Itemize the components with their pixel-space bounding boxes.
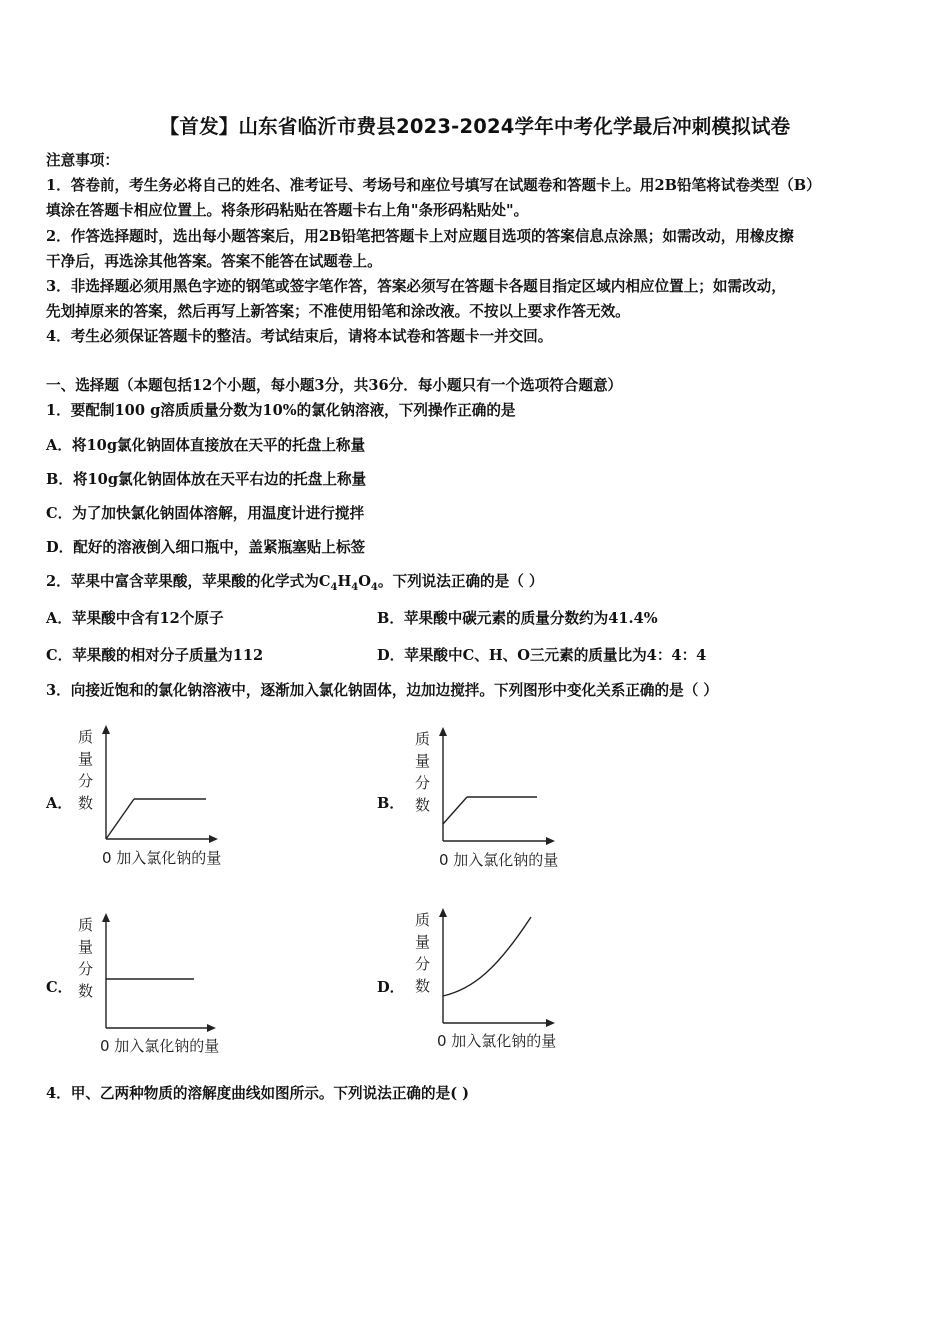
x-axis-arrow-icon bbox=[209, 835, 218, 843]
y-label-char: 分 bbox=[415, 774, 431, 792]
y-label-char: 数 bbox=[415, 977, 431, 995]
y-label-char: 量 bbox=[415, 933, 431, 951]
question-1-stem: 1．要配制100 g溶质质量分数为10%的氯化钠溶液，下列操作正确的是 bbox=[46, 402, 516, 419]
graph-d-curve bbox=[443, 917, 531, 996]
y-label-char: 数 bbox=[78, 794, 94, 812]
page-title: 【首发】山东省临沂市费县2023-2024学年中考化学最后冲刺模拟试卷 bbox=[159, 115, 791, 138]
q2-option-c: C．苹果酸的相对分子质量为112 bbox=[46, 647, 264, 664]
x-axis-arrow-icon bbox=[546, 1019, 555, 1027]
notice-line: 填涂在答题卡相应位置上。将条形码粘贴在答题卡右上角"条形码粘贴处"。 bbox=[46, 202, 529, 219]
y-label-char: 数 bbox=[415, 796, 431, 814]
graph-b bbox=[409, 724, 589, 874]
notice-line: 先划掉原来的答案，然后再写上新答案；不准使用铅笔和涂改液。不按以上要求作答无效。 bbox=[46, 303, 630, 320]
graph-a-letter: A． bbox=[46, 795, 72, 812]
y-label-char: 数 bbox=[78, 982, 94, 1000]
question-3-stem: 3．向接近饱和的氯化钠溶液中，逐渐加入氯化钠固体，边加边搅拌。下列图形中变化关系正确的是（ ） bbox=[46, 682, 718, 699]
y-label-char: 分 bbox=[78, 772, 94, 790]
notice-line: 2．作答选择题时，选出每小题答案后，用2B铅笔把答题卡上对应题目选项的答案信息点涂黑；如需改动，用橡皮擦 bbox=[46, 228, 794, 245]
graph-c-letter: C． bbox=[46, 979, 73, 996]
graph-b-rise-line bbox=[443, 797, 467, 824]
section-heading: 一、选择题（本题包括12个小题，每小题3分，共36分．每小题只有一个选项符合题意） bbox=[46, 377, 623, 394]
x-axis-label: 0 加入氯化钠的量 bbox=[102, 849, 222, 867]
notice-line: 4．考生必须保证答题卡的整洁。考试结束后，请将本试卷和答题卡一并交回。 bbox=[46, 328, 553, 345]
question-2-stem: 2．苹果中富含苹果酸，苹果酸的化学式为$C_4H_4O_4$。下列说法正确的是（ ） bbox=[46, 573, 544, 593]
q1-option-a: A．将10g氯化钠固体直接放在天平的托盘上称量 bbox=[46, 437, 366, 454]
q1-option-c: C．为了加快氯化钠固体溶解，用温度计进行搅拌 bbox=[46, 505, 365, 522]
x-axis-label: 0 加入氯化钠的量 bbox=[439, 851, 559, 869]
y-label-char: 质 bbox=[78, 916, 94, 934]
y-label-char: 量 bbox=[415, 752, 431, 770]
y-label-char: 质 bbox=[78, 728, 94, 746]
x-axis-arrow-icon bbox=[207, 1024, 216, 1032]
y-axis-arrow-icon bbox=[439, 727, 447, 736]
graph-d bbox=[409, 903, 589, 1053]
notice-line: 干净后，再选涂其他答案。答案不能答在试题卷上。 bbox=[46, 253, 382, 270]
graph-a-rise-line bbox=[106, 799, 134, 839]
question-4-stem: 4．甲、乙两种物质的溶解度曲线如图所示。下列说法正确的是( ) bbox=[46, 1085, 470, 1102]
q1-option-b: B．将10g氯化钠固体放在天平右边的托盘上称量 bbox=[46, 471, 367, 488]
y-axis-arrow-icon bbox=[102, 913, 110, 922]
y-axis-arrow-icon bbox=[439, 908, 447, 917]
graph-a bbox=[72, 722, 252, 872]
y-label-char: 量 bbox=[78, 938, 94, 956]
q1-option-d: D．配好的溶液倒入细口瓶中，盖紧瓶塞贴上标签 bbox=[46, 539, 366, 556]
graph-b-letter: B． bbox=[377, 795, 404, 812]
y-label-char: 分 bbox=[78, 960, 94, 978]
y-label-char: 分 bbox=[415, 955, 431, 973]
y-axis-arrow-icon bbox=[102, 725, 110, 734]
q2-option-b: B．苹果酸中碳元素的质量分数约为41.4% bbox=[377, 610, 658, 627]
q2-option-d: D．苹果酸中C、H、O三元素的质量比为4：4：4 bbox=[377, 647, 707, 664]
x-axis-label: 0 加入氯化钠的量 bbox=[437, 1032, 557, 1050]
notice-line: 3．非选择题必须用黑色字迹的钢笔或签字笔作答，答案必须写在答题卡各题目指定区域内相应位置上；如需改动， bbox=[46, 278, 786, 295]
notice-line: 1．答卷前，考生务必将自己的姓名、准考证号、考场号和座位号填写在试题卷和答题卡上。用2B铅笔将试卷类型（B） bbox=[46, 177, 821, 194]
q2-option-a: A．苹果酸中含有12个原子 bbox=[46, 610, 224, 627]
notice-heading: 注意事项： bbox=[46, 152, 119, 169]
y-label-char: 质 bbox=[415, 911, 431, 929]
y-label-char: 质 bbox=[415, 730, 431, 748]
x-axis-arrow-icon bbox=[546, 837, 555, 845]
graph-c bbox=[72, 908, 252, 1058]
x-axis-label: 0 加入氯化钠的量 bbox=[100, 1037, 220, 1055]
graph-d-letter: D． bbox=[377, 979, 405, 996]
y-label-char: 量 bbox=[78, 750, 94, 768]
